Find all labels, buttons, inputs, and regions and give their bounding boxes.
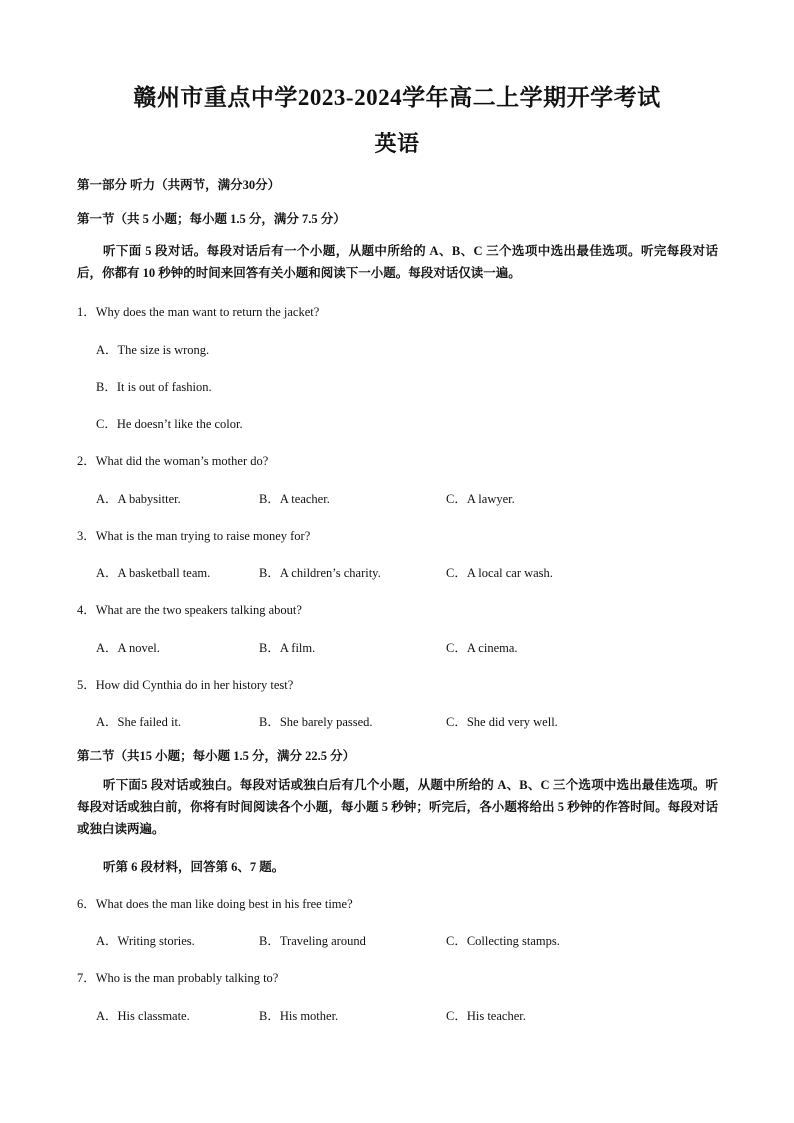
question-4: 4．What are the two speakers talking about? (77, 603, 302, 617)
q1-option-c: C．He doesn’t like the color. (96, 417, 243, 431)
q4-option-b: B．A film. (259, 641, 316, 655)
q2-option-a: A．A babysitter. (96, 492, 181, 506)
q7-option-c: C．His teacher. (446, 1009, 526, 1023)
q4-option-c: C．A cinema. (446, 641, 518, 655)
q1-option-a: A．The size is wrong. (96, 343, 210, 357)
question-5: 5．How did Cynthia do in her history test? (77, 678, 294, 692)
section1-instruction: 听下面 5 段对话。每段对话后有一个小题，从题中所给的 A、B、C 三个选项中选出最佳选项。听完每段对话后，你都有 10 秒钟的时间来回答有关小题和阅读下一小题。每段对话仅读一遍。 (77, 244, 718, 280)
exam-title: 赣州市重点中学2023-2024学年高二上学期开学考试 (133, 85, 661, 110)
q3-option-c: C．A local car wash. (446, 566, 553, 580)
question-1: 1．Why does the man want to return the jacket? (77, 305, 320, 319)
section2-heading: 第二节（共15 小题；每小题 1.5 分，满分 22.5 分） (77, 749, 356, 763)
section2-instruction: 听下面5 段对话或独白。每段对话或独白后有几个小题，从题中所给的 A、B、C 三个选项中选出最佳选项。听每段对话或独白前，你将有时间阅读各个小题，每小题 5 秒钟；听完后，各小题将给出 5 秒钟的作答时间。每段对话或独白读两遍。 (77, 778, 718, 836)
section1-heading: 第一节（共 5 小题；每小题 1.5 分，满分 7.5 分） (77, 212, 346, 226)
question-7: 7．Who is the man probably talking to? (77, 971, 279, 985)
q7-option-b: B．His mother. (259, 1009, 339, 1023)
q6-option-a: A．Writing stories. (96, 934, 195, 948)
q2-option-c: C．A lawyer. (446, 492, 515, 506)
question-6: 6．What does the man like doing best in his free time? (77, 897, 353, 911)
material6-heading: 听第 6 段材料，回答第 6、7 题。 (103, 860, 285, 874)
q4-option-a: A．A novel. (96, 641, 160, 655)
q6-option-c: C．Collecting stamps. (446, 934, 560, 948)
question-3: 3．What is the man trying to raise money for? (77, 529, 311, 543)
q3-option-a: A．A basketball team. (96, 566, 211, 580)
q2-option-b: B．A teacher. (259, 492, 330, 506)
q5-option-c: C．She did very well. (446, 715, 558, 729)
q3-option-b: B．A children’s charity. (259, 566, 381, 580)
q7-option-a: A．His classmate. (96, 1009, 190, 1023)
q5-option-a: A．She failed it. (96, 715, 182, 729)
question-2: 2．What did the woman’s mother do? (77, 454, 269, 468)
part1-heading: 第一部分 听力（共两节，满分30分） (77, 178, 281, 192)
q6-option-b: B．Traveling around (259, 934, 366, 948)
subject-title: 英语 (374, 131, 420, 156)
q5-option-b: B．She barely passed. (259, 715, 373, 729)
q1-option-b: B．It is out of fashion. (96, 380, 212, 394)
